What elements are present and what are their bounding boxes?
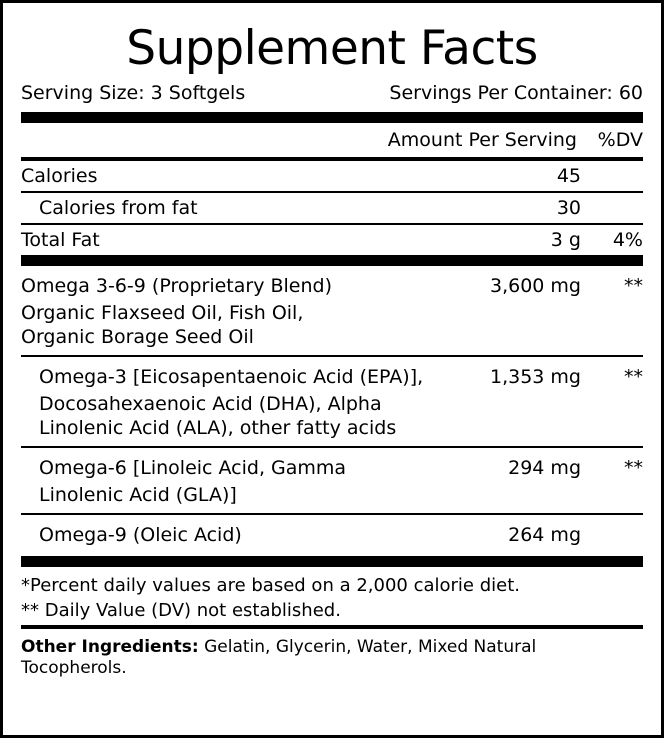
nutrient-dv: ** [624,275,643,297]
amount-per-serving-header: Amount Per Serving [387,129,577,151]
nutrient-amount: 30 [556,197,581,219]
servings-per-container: Servings Per Container: 60 [389,82,643,104]
page-title: Supplement Facts [126,21,538,76]
divider-thick-bottom [21,556,643,567]
nutrient-name: Omega 3-6-9 (Proprietary Blend) [21,275,333,297]
table-row [21,225,643,255]
ingredient-continuation: Organic Borage Seed Oil [21,326,254,348]
table-row [21,453,643,483]
footnote-dv-not-established: ** Daily Value (DV) not established. [21,600,341,621]
nutrient-amount: 3,600 mg [489,275,581,297]
nutrient-dv: ** [624,366,643,388]
nutrient-dv: ** [624,457,643,479]
omega3-block [21,357,643,446]
table-row [21,362,643,392]
divider-thick-top [21,112,643,123]
serving-info [21,82,643,104]
ingredient-continuation: Linolenic Acid (ALA), other fatty acids [39,417,397,439]
ingredient-continuation: Organic Flaxseed Oil, Fish Oil, [21,302,304,324]
proprietary-blend-block [21,266,643,355]
serving-size: Serving Size: 3 Softgels [21,82,246,104]
table-row [21,161,643,191]
nutrient-name: Omega-6 [Linoleic Acid, Gamma [39,457,347,479]
nutrient-name: Total Fat [21,229,100,251]
omega9-block [21,515,643,556]
nutrient-amount: 45 [556,165,581,187]
nutrient-name: Omega-3 [Eicosapentaenoic Acid (EPA)], [39,366,424,388]
nutrient-amount: 294 mg [508,457,581,479]
table-row [21,193,643,223]
nutrient-dv: 4% [612,229,643,251]
nutrient-amount: 1,353 mg [489,366,581,388]
percent-dv-header: %DV [597,129,643,151]
nutrient-name: Calories [21,165,98,187]
nutrient-name: Calories from fat [39,197,198,219]
table-row [21,520,643,550]
nutrient-amount: 264 mg [508,524,581,546]
table-row [21,271,643,301]
other-ingredients [21,629,643,680]
column-headers [21,123,643,157]
omega6-block [21,448,643,513]
ingredient-continuation: Docosahexaenoic Acid (DHA), Alpha [39,393,382,415]
other-ingredients-label: Other Ingredients: [21,637,199,657]
nutrient-name: Omega-9 (Oleic Acid) [39,524,242,546]
other-ingredients-text: Gelatin, Glycerin, Water, Mixed Natural Tocopherols. [21,637,537,679]
ingredient-continuation: Linolenic Acid (GLA)] [39,484,237,506]
nutrient-amount: 3 g [550,229,581,251]
footnote-percent-daily-value: *Percent daily values are based on a 2,000 calorie diet. [21,575,520,596]
footnotes [21,567,643,625]
divider-thick-mid [21,255,643,266]
